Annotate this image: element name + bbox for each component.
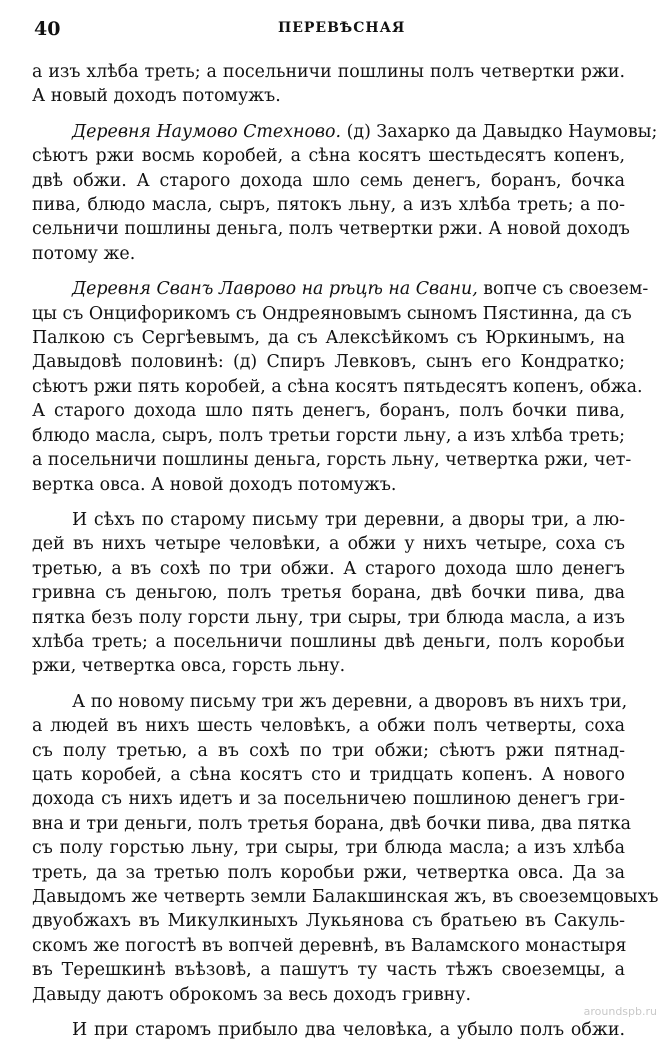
text-line: треть, да за третью полъ коробьи ржи, четвертка овса. Да за — [32, 862, 625, 883]
text-line: цы съ Онцифорикомъ съ Ондреяновымъ сыномъ Пястинна, да съ — [32, 303, 632, 324]
text-line: И при старомъ прибыло два человѣка, а убыло полъ обжи. — [72, 1020, 625, 1041]
text-line: И сѣхъ по старому письму три деревни, а дворы три, а лю- — [72, 509, 625, 530]
text-line — [32, 120, 658, 144]
text-fragment: (д) Захарко да Давыдко Наумовы; — [341, 121, 658, 142]
paragraph — [32, 690, 659, 1007]
text-line: а людей въ нихъ шесть человѣкъ, а обжи полъ четверты, соха — [32, 716, 625, 737]
text-line: гривна съ деньгою, полъ третья борана, двѣ бочки пива, два — [32, 583, 625, 604]
paragraph — [32, 508, 625, 679]
text-line — [32, 277, 649, 301]
running-head: ПЕРЕВѢСНАЯ — [278, 20, 406, 36]
text-line: дохода съ нихъ идетъ и за посельничею пошлиною денегъ гри- — [32, 789, 625, 810]
text-line: съ полу третью, а въ сохѣ по три обжи; сѣютъ ржи пятнад- — [32, 740, 625, 761]
text-line: А по новому письму три жъ деревни, а дворовъ въ нихъ три, — [72, 691, 628, 712]
text-line: вна и три деньги, полъ третья борана, двѣ бочки пива, два пятка — [32, 813, 632, 834]
page-number: 40 — [34, 18, 61, 40]
text-line: А старого дохода шло пять денегъ, боранъ, полъ бочки пива, — [32, 401, 625, 422]
text-line: Давыдомъ же четверть земли Балакшинская жъ, въ своеземцовыхъ — [32, 887, 659, 907]
body-text — [32, 60, 659, 1053]
text-line: а изъ хлѣба треть; а посельничи пошлины полъ четвертки ржи. — [32, 62, 625, 82]
text-line: цать коробей, а сѣна косятъ сто и тридцать копенъ. А нового — [32, 764, 625, 785]
text-line: Давыду даютъ оброкомъ за весь доходъ гривну. — [32, 984, 471, 1005]
text-line: потому же. — [32, 243, 136, 264]
text-line: двѣ обжи. А старого дохода шло семь денегъ, боранъ, бочка — [32, 170, 625, 191]
text-line: а посельничи пошлины деньга, горсть льну, четвертка ржи, чет- — [32, 450, 632, 471]
paragraph — [32, 120, 658, 266]
text-line: пива, блюдо масла, сыръ, пятокъ льну, а изъ хлѣба треть; а по- — [32, 195, 625, 216]
text-line: хлѣба треть; а посельничи пошлины двѣ деньги, полъ коробьи — [32, 631, 625, 652]
text-line: А новый доходъ потомужъ. — [32, 86, 281, 107]
text-line: двуобжахъ въ Микулкиныхъ Лукьянова съ братьею въ Сакуль- — [32, 911, 625, 932]
text-line: ржи, четвертка овса, горсть льну. — [32, 656, 346, 677]
page-header — [30, 14, 630, 42]
text-line: сѣютъ ржи пять коробей, а сѣна косятъ пятьдесятъ копенъ, обжа. — [32, 376, 643, 397]
text-line: дей въ нихъ четыре человѣки, а обжи у нихъ четыре, соха съ — [32, 534, 625, 555]
text-line: въ Терешкинѣ въѣзовѣ, а пашутъ ту часть тѣжъ своеземцы, а — [32, 960, 625, 981]
text-fragment: вопче съ своезем- — [477, 279, 649, 300]
paragraph — [32, 277, 649, 497]
text-line: Давыдовѣ половинѣ: (д) Спиръ Левковъ, сынъ его Кондратко; — [32, 352, 625, 373]
text-line: третью, а въ сохѣ по три обжи. А старого дохода шло денегъ — [32, 558, 625, 579]
text-line: сельничи пошлины деньга, полъ четвертки ржи. А новой доходъ — [32, 219, 630, 240]
text-line: сѣютъ ржи восмь коробей, а сѣна косятъ шестьдесятъ копенъ, — [32, 146, 625, 167]
italic-heading: Деревня Сванъ Лаврово на рѣцѣ на Свани, — [72, 279, 478, 300]
text-line: съ полу горстью льну, три сыры, три блюда масла; а изъ хлѣба — [32, 838, 625, 859]
text-line: пятка безъ полу горсти льну, три сыры, три блюда масла, а изъ — [32, 607, 625, 628]
watermark: aroundspb.ru — [583, 1005, 657, 1018]
paragraph — [32, 60, 625, 109]
text-line: скомъ же погостѣ въ вопчей деревнѣ, въ Валамского монастыря — [32, 935, 627, 956]
paragraph — [32, 1018, 625, 1042]
text-line: Палкою съ Сергѣевымъ, да съ Алексѣйкомъ съ Юркинымъ, на — [32, 328, 625, 349]
text-line: блюдо масла, сыръ, полъ третьи горсти льну, а изъ хлѣба треть; — [32, 425, 625, 446]
italic-heading: Деревня Наумово Стехново. — [72, 121, 342, 142]
text-line: вертка овса. А новой доходъ потомужъ. — [32, 474, 397, 495]
